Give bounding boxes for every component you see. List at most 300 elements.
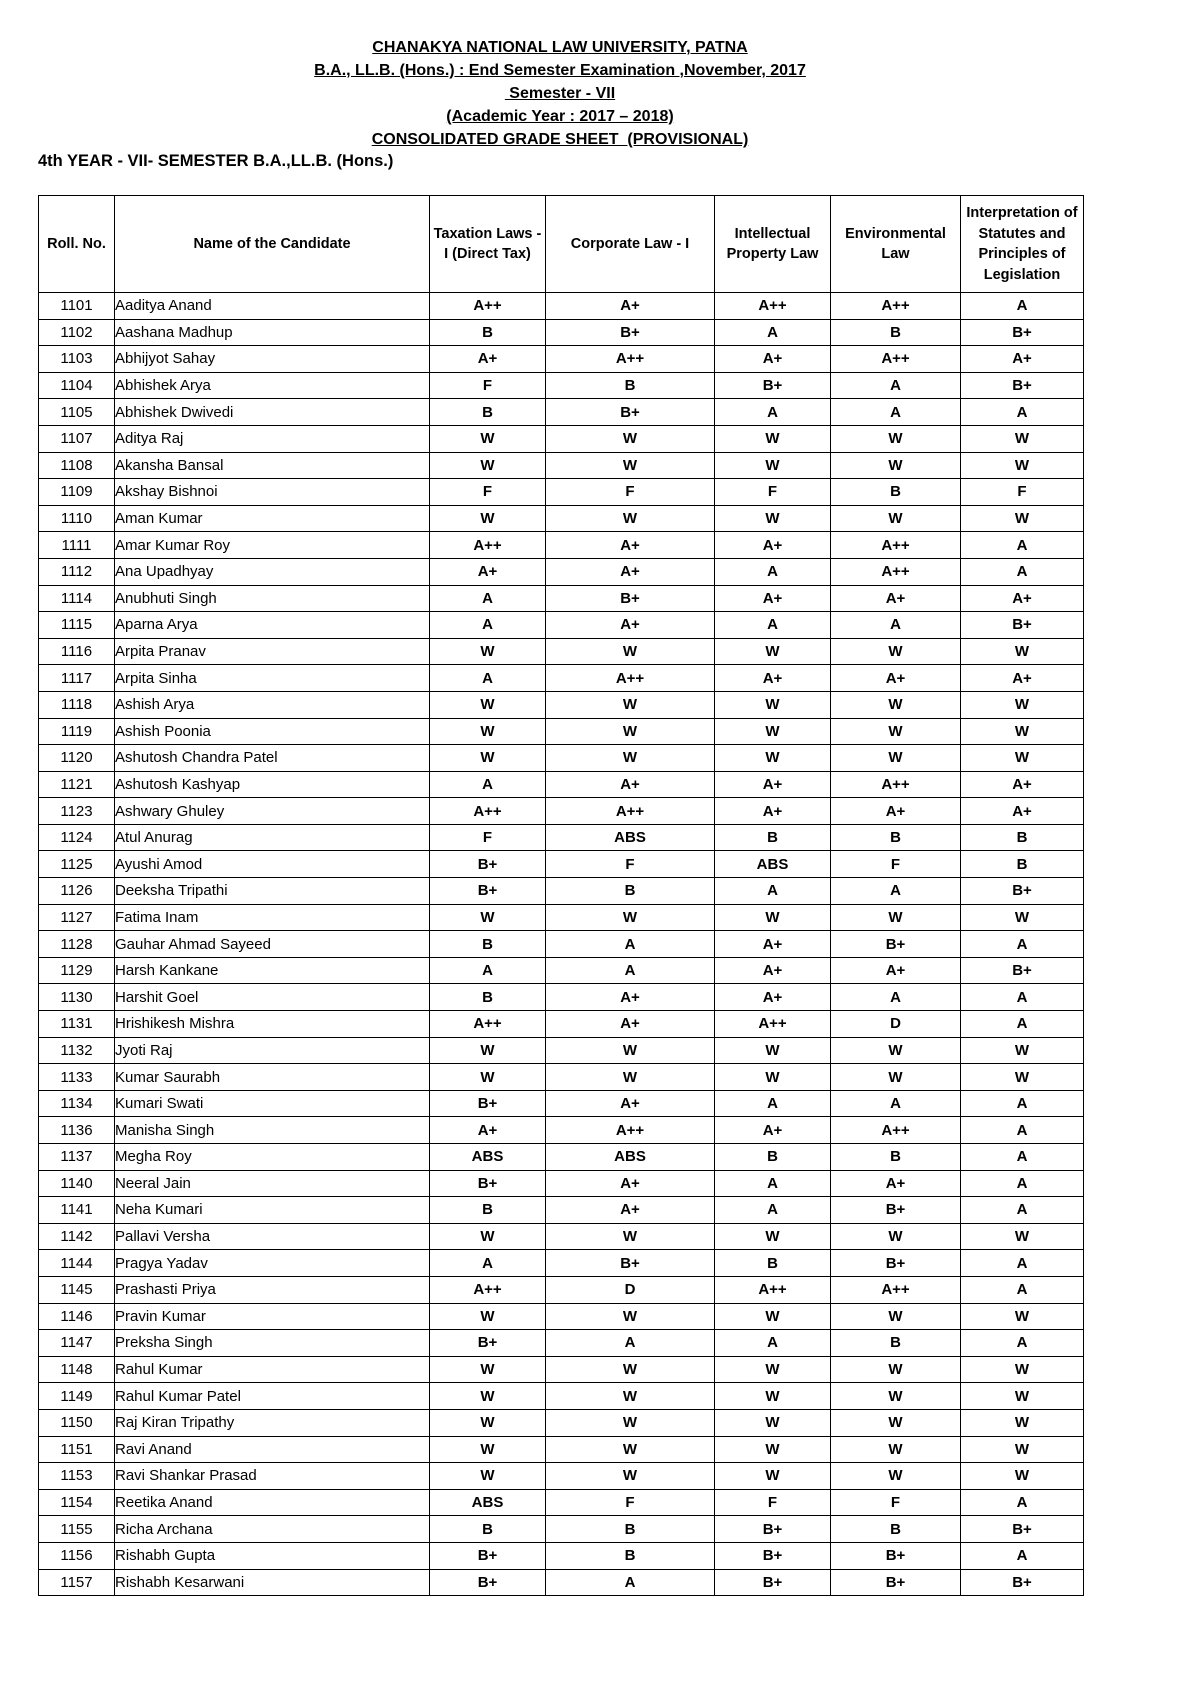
roll-no-cell: 1124 xyxy=(39,824,115,851)
candidate-name-cell: Arpita Sinha xyxy=(115,665,430,692)
environmental-grade-cell: F xyxy=(831,851,961,878)
candidate-name-cell: Aparna Arya xyxy=(115,612,430,639)
corporate-grade-cell: A xyxy=(546,957,715,984)
interpretation-grade-cell: W xyxy=(961,1436,1084,1463)
environmental-grade-cell: B xyxy=(831,319,961,346)
taxation-grade-cell: A xyxy=(430,771,546,798)
document-header xyxy=(0,36,1120,151)
interpretation-grade-cell: W xyxy=(961,505,1084,532)
taxation-grade-cell: A++ xyxy=(430,532,546,559)
corporate-grade-cell: A++ xyxy=(546,1117,715,1144)
ip-grade-cell: A xyxy=(715,612,831,639)
taxation-grade-cell: B xyxy=(430,931,546,958)
table-row xyxy=(39,957,1084,984)
roll-no-cell: 1107 xyxy=(39,425,115,452)
candidate-name-cell: Raj Kiran Tripathy xyxy=(115,1409,430,1436)
table-row xyxy=(39,904,1084,931)
environmental-grade-cell: A xyxy=(831,612,961,639)
taxation-grade-cell: W xyxy=(430,691,546,718)
taxation-grade-cell: W xyxy=(430,745,546,772)
taxation-grade-cell: W xyxy=(430,425,546,452)
interpretation-grade-cell: A xyxy=(961,1330,1084,1357)
ip-grade-cell: A+ xyxy=(715,665,831,692)
ip-grade-cell: A xyxy=(715,1090,831,1117)
ip-grade-cell: A+ xyxy=(715,957,831,984)
year-semester-heading: 4th YEAR - VII- SEMESTER B.A.,LL.B. (Hons.) xyxy=(38,152,394,170)
corporate-grade-cell: A+ xyxy=(546,532,715,559)
ip-grade-cell: A xyxy=(715,1170,831,1197)
table-row xyxy=(39,532,1084,559)
ip-grade-cell: B xyxy=(715,1144,831,1171)
table-row xyxy=(39,1569,1084,1596)
candidate-name-cell: Harshit Goel xyxy=(115,984,430,1011)
interpretation-grade-cell: A xyxy=(961,984,1084,1011)
candidate-name-cell: Ana Upadhyay xyxy=(115,558,430,585)
table-row xyxy=(39,372,1084,399)
table-header-row xyxy=(39,196,1084,293)
environmental-grade-cell: W xyxy=(831,745,961,772)
corporate-grade-cell: A+ xyxy=(546,1011,715,1038)
roll-no-cell: 1101 xyxy=(39,293,115,320)
roll-no-cell: 1108 xyxy=(39,452,115,479)
candidate-name-cell: Ashutosh Chandra Patel xyxy=(115,745,430,772)
corporate-grade-cell: A+ xyxy=(546,612,715,639)
environmental-grade-cell: A xyxy=(831,984,961,1011)
candidate-name-cell: Atul Anurag xyxy=(115,824,430,851)
candidate-name-cell: Arpita Pranav xyxy=(115,638,430,665)
roll-no-cell: 1156 xyxy=(39,1542,115,1569)
roll-no-cell: 1144 xyxy=(39,1250,115,1277)
ip-grade-cell: ABS xyxy=(715,851,831,878)
corporate-grade-cell: A++ xyxy=(546,798,715,825)
grade-table-body xyxy=(39,293,1084,1596)
environmental-grade-cell: B+ xyxy=(831,1569,961,1596)
candidate-name-cell: Rahul Kumar Patel xyxy=(115,1383,430,1410)
ip-grade-cell: W xyxy=(715,1037,831,1064)
roll-no-cell: 1145 xyxy=(39,1276,115,1303)
ip-grade-cell: A+ xyxy=(715,984,831,1011)
roll-no-cell: 1117 xyxy=(39,665,115,692)
candidate-name-cell: Abhishek Dwivedi xyxy=(115,399,430,426)
roll-no-cell: 1119 xyxy=(39,718,115,745)
environmental-grade-cell: B+ xyxy=(831,1542,961,1569)
roll-no-cell: 1147 xyxy=(39,1330,115,1357)
taxation-grade-cell: B+ xyxy=(430,1330,546,1357)
ip-grade-cell: B+ xyxy=(715,372,831,399)
corporate-grade-cell: B xyxy=(546,1542,715,1569)
interpretation-grade-cell: W xyxy=(961,904,1084,931)
candidate-name-cell: Harsh Kankane xyxy=(115,957,430,984)
semester-title: Semester - VII xyxy=(504,85,616,102)
candidate-name-cell: Neeral Jain xyxy=(115,1170,430,1197)
corporate-grade-cell: A++ xyxy=(546,665,715,692)
interpretation-grade-cell: A xyxy=(961,1542,1084,1569)
table-row xyxy=(39,1303,1084,1330)
ip-grade-cell: A+ xyxy=(715,931,831,958)
candidate-name-cell: Ravi Shankar Prasad xyxy=(115,1463,430,1490)
corporate-grade-cell: A+ xyxy=(546,1170,715,1197)
table-row xyxy=(39,691,1084,718)
table-row xyxy=(39,798,1084,825)
taxation-grade-cell: A xyxy=(430,665,546,692)
environmental-grade-cell: W xyxy=(831,425,961,452)
taxation-grade-cell: W xyxy=(430,1064,546,1091)
corporate-grade-cell: B xyxy=(546,1516,715,1543)
taxation-grade-cell: W xyxy=(430,904,546,931)
environmental-grade-cell: B xyxy=(831,1330,961,1357)
candidate-name-cell: Pravin Kumar xyxy=(115,1303,430,1330)
environmental-grade-cell: W xyxy=(831,1356,961,1383)
roll-no-cell: 1125 xyxy=(39,851,115,878)
interpretation-grade-cell: W xyxy=(961,1303,1084,1330)
ip-grade-cell: A++ xyxy=(715,1276,831,1303)
interpretation-grade-cell: A xyxy=(961,1197,1084,1224)
roll-no-cell: 1129 xyxy=(39,957,115,984)
corporate-grade-cell: B xyxy=(546,878,715,905)
interpretation-grade-cell: W xyxy=(961,1383,1084,1410)
table-row xyxy=(39,718,1084,745)
column-header-name: Name of the Candidate xyxy=(115,196,430,293)
table-row xyxy=(39,1409,1084,1436)
candidate-name-cell: Manisha Singh xyxy=(115,1117,430,1144)
table-row xyxy=(39,1064,1084,1091)
corporate-grade-cell: W xyxy=(546,1303,715,1330)
taxation-grade-cell: W xyxy=(430,1463,546,1490)
interpretation-grade-cell: W xyxy=(961,425,1084,452)
candidate-name-cell: Aman Kumar xyxy=(115,505,430,532)
interpretation-grade-cell: A xyxy=(961,293,1084,320)
environmental-grade-cell: B+ xyxy=(831,1197,961,1224)
environmental-grade-cell: A+ xyxy=(831,1170,961,1197)
corporate-grade-cell: W xyxy=(546,638,715,665)
table-row xyxy=(39,293,1084,320)
table-row xyxy=(39,1489,1084,1516)
taxation-grade-cell: W xyxy=(430,1303,546,1330)
environmental-grade-cell: A xyxy=(831,372,961,399)
candidate-name-cell: Anubhuti Singh xyxy=(115,585,430,612)
environmental-grade-cell: W xyxy=(831,718,961,745)
environmental-grade-cell: B+ xyxy=(831,931,961,958)
ip-grade-cell: F xyxy=(715,479,831,506)
table-row xyxy=(39,558,1084,585)
interpretation-grade-cell: W xyxy=(961,1356,1084,1383)
ip-grade-cell: A++ xyxy=(715,1011,831,1038)
table-row xyxy=(39,399,1084,426)
roll-no-cell: 1110 xyxy=(39,505,115,532)
candidate-name-cell: Neha Kumari xyxy=(115,1197,430,1224)
academic-year: (Academic Year : 2017 – 2018) xyxy=(446,108,674,125)
interpretation-grade-cell: W xyxy=(961,638,1084,665)
interpretation-grade-cell: W xyxy=(961,745,1084,772)
roll-no-cell: 1151 xyxy=(39,1436,115,1463)
corporate-grade-cell: A+ xyxy=(546,293,715,320)
interpretation-grade-cell: B+ xyxy=(961,372,1084,399)
interpretation-grade-cell: W xyxy=(961,1463,1084,1490)
table-row xyxy=(39,505,1084,532)
environmental-grade-cell: W xyxy=(831,1037,961,1064)
corporate-grade-cell: W xyxy=(546,425,715,452)
candidate-name-cell: Kumari Swati xyxy=(115,1090,430,1117)
taxation-grade-cell: A xyxy=(430,612,546,639)
table-row xyxy=(39,824,1084,851)
taxation-grade-cell: W xyxy=(430,452,546,479)
corporate-grade-cell: W xyxy=(546,1436,715,1463)
taxation-grade-cell: ABS xyxy=(430,1144,546,1171)
table-row xyxy=(39,984,1084,1011)
ip-grade-cell: W xyxy=(715,425,831,452)
interpretation-grade-cell: A xyxy=(961,1090,1084,1117)
ip-grade-cell: B+ xyxy=(715,1516,831,1543)
column-header-interpretation-of-statutes: Interpretation of Statutes and Principles of Legislation xyxy=(961,196,1084,293)
environmental-grade-cell: A xyxy=(831,1090,961,1117)
taxation-grade-cell: A xyxy=(430,1250,546,1277)
ip-grade-cell: B+ xyxy=(715,1542,831,1569)
roll-no-cell: 1140 xyxy=(39,1170,115,1197)
corporate-grade-cell: A+ xyxy=(546,558,715,585)
table-row xyxy=(39,319,1084,346)
table-row xyxy=(39,346,1084,373)
university-title: CHANAKYA NATIONAL LAW UNIVERSITY, PATNA xyxy=(372,39,748,56)
environmental-grade-cell: W xyxy=(831,1064,961,1091)
environmental-grade-cell: A xyxy=(831,878,961,905)
candidate-name-cell: Fatima Inam xyxy=(115,904,430,931)
ip-grade-cell: W xyxy=(715,1223,831,1250)
interpretation-grade-cell: W xyxy=(961,718,1084,745)
taxation-grade-cell: W xyxy=(430,1223,546,1250)
candidate-name-cell: Aditya Raj xyxy=(115,425,430,452)
exam-title: B.A., LL.B. (Hons.) : End Semester Examination ,November, 2017 xyxy=(314,62,806,79)
environmental-grade-cell: F xyxy=(831,1489,961,1516)
candidate-name-cell: Jyoti Raj xyxy=(115,1037,430,1064)
environmental-grade-cell: A+ xyxy=(831,665,961,692)
interpretation-grade-cell: A xyxy=(961,1117,1084,1144)
table-row xyxy=(39,479,1084,506)
candidate-name-cell: Akshay Bishnoi xyxy=(115,479,430,506)
interpretation-grade-cell: F xyxy=(961,479,1084,506)
taxation-grade-cell: B+ xyxy=(430,1542,546,1569)
taxation-grade-cell: F xyxy=(430,479,546,506)
roll-no-cell: 1111 xyxy=(39,532,115,559)
corporate-grade-cell: W xyxy=(546,505,715,532)
environmental-grade-cell: W xyxy=(831,1303,961,1330)
corporate-grade-cell: D xyxy=(546,1276,715,1303)
roll-no-cell: 1153 xyxy=(39,1463,115,1490)
taxation-grade-cell: W xyxy=(430,1356,546,1383)
roll-no-cell: 1155 xyxy=(39,1516,115,1543)
table-row xyxy=(39,1197,1084,1224)
candidate-name-cell: Prashasti Priya xyxy=(115,1276,430,1303)
roll-no-cell: 1102 xyxy=(39,319,115,346)
candidate-name-cell: Gauhar Ahmad Sayeed xyxy=(115,931,430,958)
ip-grade-cell: W xyxy=(715,718,831,745)
sheet-title: CONSOLIDATED GRADE SHEET (PROVISIONAL) xyxy=(371,131,749,148)
taxation-grade-cell: B xyxy=(430,319,546,346)
corporate-grade-cell: W xyxy=(546,904,715,931)
corporate-grade-cell: B+ xyxy=(546,585,715,612)
corporate-grade-cell: B+ xyxy=(546,399,715,426)
candidate-name-cell: Megha Roy xyxy=(115,1144,430,1171)
candidate-name-cell: Ayushi Amod xyxy=(115,851,430,878)
roll-no-cell: 1150 xyxy=(39,1409,115,1436)
ip-grade-cell: W xyxy=(715,505,831,532)
environmental-grade-cell: W xyxy=(831,638,961,665)
corporate-grade-cell: W xyxy=(546,745,715,772)
interpretation-grade-cell: A xyxy=(961,1144,1084,1171)
table-row xyxy=(39,1223,1084,1250)
corporate-grade-cell: W xyxy=(546,691,715,718)
candidate-name-cell: Ashish Arya xyxy=(115,691,430,718)
corporate-grade-cell: ABS xyxy=(546,1144,715,1171)
table-row xyxy=(39,1250,1084,1277)
interpretation-grade-cell: W xyxy=(961,452,1084,479)
environmental-grade-cell: D xyxy=(831,1011,961,1038)
environmental-grade-cell: W xyxy=(831,1463,961,1490)
table-row xyxy=(39,1276,1084,1303)
candidate-name-cell: Abhishek Arya xyxy=(115,372,430,399)
table-row xyxy=(39,1436,1084,1463)
roll-no-cell: 1132 xyxy=(39,1037,115,1064)
roll-no-cell: 1120 xyxy=(39,745,115,772)
taxation-grade-cell: A+ xyxy=(430,346,546,373)
corporate-grade-cell: F xyxy=(546,1489,715,1516)
candidate-name-cell: Akansha Bansal xyxy=(115,452,430,479)
table-row xyxy=(39,1011,1084,1038)
corporate-grade-cell: W xyxy=(546,1037,715,1064)
roll-no-cell: 1121 xyxy=(39,771,115,798)
taxation-grade-cell: A++ xyxy=(430,1276,546,1303)
table-row xyxy=(39,452,1084,479)
taxation-grade-cell: A+ xyxy=(430,1117,546,1144)
taxation-grade-cell: B xyxy=(430,984,546,1011)
roll-no-cell: 1123 xyxy=(39,798,115,825)
grade-table xyxy=(38,195,1084,1596)
corporate-grade-cell: W xyxy=(546,1463,715,1490)
ip-grade-cell: A xyxy=(715,878,831,905)
environmental-grade-cell: W xyxy=(831,1223,961,1250)
taxation-grade-cell: W xyxy=(430,1383,546,1410)
roll-no-cell: 1134 xyxy=(39,1090,115,1117)
candidate-name-cell: Pragya Yadav xyxy=(115,1250,430,1277)
table-row xyxy=(39,1516,1084,1543)
environmental-grade-cell: W xyxy=(831,904,961,931)
ip-grade-cell: W xyxy=(715,452,831,479)
interpretation-grade-cell: A+ xyxy=(961,346,1084,373)
column-header-environmental-law: Environmental Law xyxy=(831,196,961,293)
corporate-grade-cell: W xyxy=(546,1383,715,1410)
roll-no-cell: 1149 xyxy=(39,1383,115,1410)
roll-no-cell: 1133 xyxy=(39,1064,115,1091)
candidate-name-cell: Ashutosh Kashyap xyxy=(115,771,430,798)
table-row xyxy=(39,771,1084,798)
column-header-roll-no: Roll. No. xyxy=(39,196,115,293)
ip-grade-cell: A+ xyxy=(715,346,831,373)
roll-no-cell: 1103 xyxy=(39,346,115,373)
corporate-grade-cell: W xyxy=(546,718,715,745)
interpretation-grade-cell: B+ xyxy=(961,878,1084,905)
roll-no-cell: 1105 xyxy=(39,399,115,426)
candidate-name-cell: Rishabh Gupta xyxy=(115,1542,430,1569)
taxation-grade-cell: W xyxy=(430,638,546,665)
taxation-grade-cell: B xyxy=(430,1197,546,1224)
candidate-name-cell: Richa Archana xyxy=(115,1516,430,1543)
environmental-grade-cell: W xyxy=(831,1436,961,1463)
corporate-grade-cell: B+ xyxy=(546,1250,715,1277)
environmental-grade-cell: A++ xyxy=(831,558,961,585)
ip-grade-cell: B xyxy=(715,824,831,851)
ip-grade-cell: W xyxy=(715,691,831,718)
taxation-grade-cell: W xyxy=(430,1436,546,1463)
table-row xyxy=(39,851,1084,878)
column-header-corporate-law: Corporate Law - I xyxy=(546,196,715,293)
corporate-grade-cell: B xyxy=(546,372,715,399)
roll-no-cell: 1137 xyxy=(39,1144,115,1171)
ip-grade-cell: W xyxy=(715,745,831,772)
environmental-grade-cell: A+ xyxy=(831,798,961,825)
table-row xyxy=(39,931,1084,958)
taxation-grade-cell: ABS xyxy=(430,1489,546,1516)
corporate-grade-cell: A xyxy=(546,931,715,958)
environmental-grade-cell: A++ xyxy=(831,346,961,373)
table-row xyxy=(39,1144,1084,1171)
taxation-grade-cell: A++ xyxy=(430,1011,546,1038)
ip-grade-cell: W xyxy=(715,638,831,665)
environmental-grade-cell: A++ xyxy=(831,771,961,798)
interpretation-grade-cell: A xyxy=(961,1011,1084,1038)
environmental-grade-cell: A++ xyxy=(831,1276,961,1303)
table-row xyxy=(39,425,1084,452)
interpretation-grade-cell: A xyxy=(961,532,1084,559)
candidate-name-cell: Amar Kumar Roy xyxy=(115,532,430,559)
environmental-grade-cell: A+ xyxy=(831,585,961,612)
environmental-grade-cell: W xyxy=(831,452,961,479)
interpretation-grade-cell: A+ xyxy=(961,798,1084,825)
interpretation-grade-cell: W xyxy=(961,1037,1084,1064)
candidate-name-cell: Deeksha Tripathi xyxy=(115,878,430,905)
interpretation-grade-cell: B+ xyxy=(961,1516,1084,1543)
roll-no-cell: 1142 xyxy=(39,1223,115,1250)
roll-no-cell: 1128 xyxy=(39,931,115,958)
roll-no-cell: 1127 xyxy=(39,904,115,931)
roll-no-cell: 1148 xyxy=(39,1356,115,1383)
interpretation-grade-cell: A xyxy=(961,1170,1084,1197)
interpretation-grade-cell: B+ xyxy=(961,612,1084,639)
environmental-grade-cell: B xyxy=(831,1516,961,1543)
table-row xyxy=(39,1463,1084,1490)
table-row xyxy=(39,1117,1084,1144)
environmental-grade-cell: A+ xyxy=(831,957,961,984)
candidate-name-cell: Ashwary Ghuley xyxy=(115,798,430,825)
column-header-intellectual-property-law: Intellectual Property Law xyxy=(715,196,831,293)
table-row xyxy=(39,1090,1084,1117)
column-header-taxation-laws: Taxation Laws - I (Direct Tax) xyxy=(430,196,546,293)
roll-no-cell: 1131 xyxy=(39,1011,115,1038)
ip-grade-cell: W xyxy=(715,1356,831,1383)
taxation-grade-cell: A+ xyxy=(430,558,546,585)
roll-no-cell: 1126 xyxy=(39,878,115,905)
candidate-name-cell: Aaditya Anand xyxy=(115,293,430,320)
taxation-grade-cell: W xyxy=(430,505,546,532)
taxation-grade-cell: B+ xyxy=(430,1170,546,1197)
interpretation-grade-cell: A xyxy=(961,1489,1084,1516)
corporate-grade-cell: W xyxy=(546,452,715,479)
roll-no-cell: 1118 xyxy=(39,691,115,718)
corporate-grade-cell: F xyxy=(546,479,715,506)
taxation-grade-cell: A++ xyxy=(430,798,546,825)
taxation-grade-cell: A xyxy=(430,585,546,612)
roll-no-cell: 1104 xyxy=(39,372,115,399)
environmental-grade-cell: W xyxy=(831,1383,961,1410)
ip-grade-cell: A+ xyxy=(715,585,831,612)
